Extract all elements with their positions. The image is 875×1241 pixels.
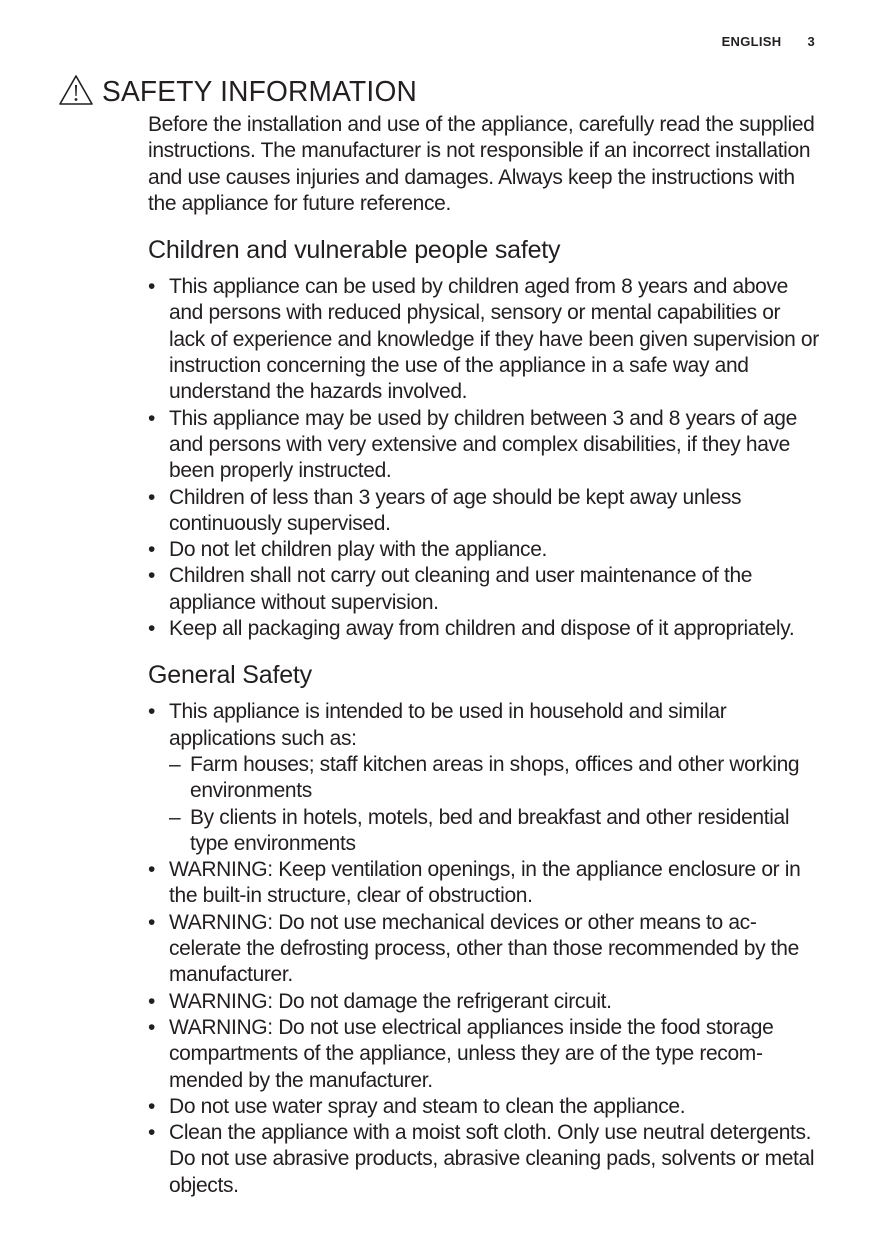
sub-list-item: – By clients in hotels, motels, bed and breakfast and other residential type environments: [169, 805, 820, 858]
list-item: • This appliance may be used by children between 3 and 8 years of age and persons with very extensive and complex disabilities, if they have been properly instructed.: [148, 406, 820, 485]
page-header: [722, 34, 815, 49]
list-item: • WARNING: Do not use mechanical devices or other means to accelerate the defrosting process, other than those recommended by the manufacturer.: [148, 910, 820, 989]
sub-list: [169, 752, 820, 857]
section-title: [58, 74, 427, 111]
warning-triangle-icon: [58, 74, 94, 111]
list-item: • WARNING: Keep ventilation openings, in the appliance enclosure or in the built-in structure, clear of obstruction.: [148, 857, 820, 910]
list-item: • This appliance can be used by children aged from 8 years and above and persons with reduced physical, sensory or mental capabilities or lack of experience and knowledge if they have been given supervision or instruction concerning the use of the appliance in a safe way and understand the hazards involved.: [148, 274, 820, 405]
children-safety-list: [148, 274, 820, 642]
list-item: • Do not use water spray and steam to clean the appliance.: [148, 1094, 820, 1120]
list-item-text: This appliance is intended to be used in household and similar applications such as:: [169, 700, 727, 750]
header-language: ENGLISH: [721, 34, 782, 49]
list-item: • Keep all packaging away from children and dispose of it appropriately.: [148, 616, 820, 642]
intro-paragraph: Before the installation and use of the appliance, carefully read the supplied instructions. The manufacturer is not responsible if an incorrect installation and use causes injuries and damages. Always keep the instructions with the appliance for future reference.: [148, 113, 815, 215]
list-item: • WARNING: Do not use electrical appliances inside the food storage compartments of the appliance, unless they are of the type recommended by the manufacturer.: [148, 1015, 820, 1094]
list-item: • Children of less than 3 years of age should be kept away unless continuously supervised.: [148, 485, 820, 538]
section-title-text: SAFETY INFORMATION: [102, 76, 418, 108]
list-item: • Do not let children play with the appliance.: [148, 537, 820, 563]
page-number: 3: [807, 34, 815, 49]
list-item: • WARNING: Do not damage the refrigerant circuit.: [148, 989, 820, 1015]
list-item: • Clean the appliance with a moist soft cloth. Only use neutral detergents. Do not use abrasive products, abrasive cleaning pads, solvents or metal objects.: [148, 1120, 820, 1199]
general-safety-heading: General Safety: [148, 661, 312, 690]
general-safety-list: [148, 699, 820, 1199]
list-item: • Children shall not carry out cleaning and user maintenance of the appliance without supervision.: [148, 563, 820, 616]
sub-list-item: – Farm houses; staff kitchen areas in shops, offices and other working environments: [169, 752, 820, 805]
children-safety-heading: Children and vulnerable people safety: [148, 236, 561, 265]
main-content: [148, 112, 820, 1199]
list-item: [148, 699, 820, 857]
